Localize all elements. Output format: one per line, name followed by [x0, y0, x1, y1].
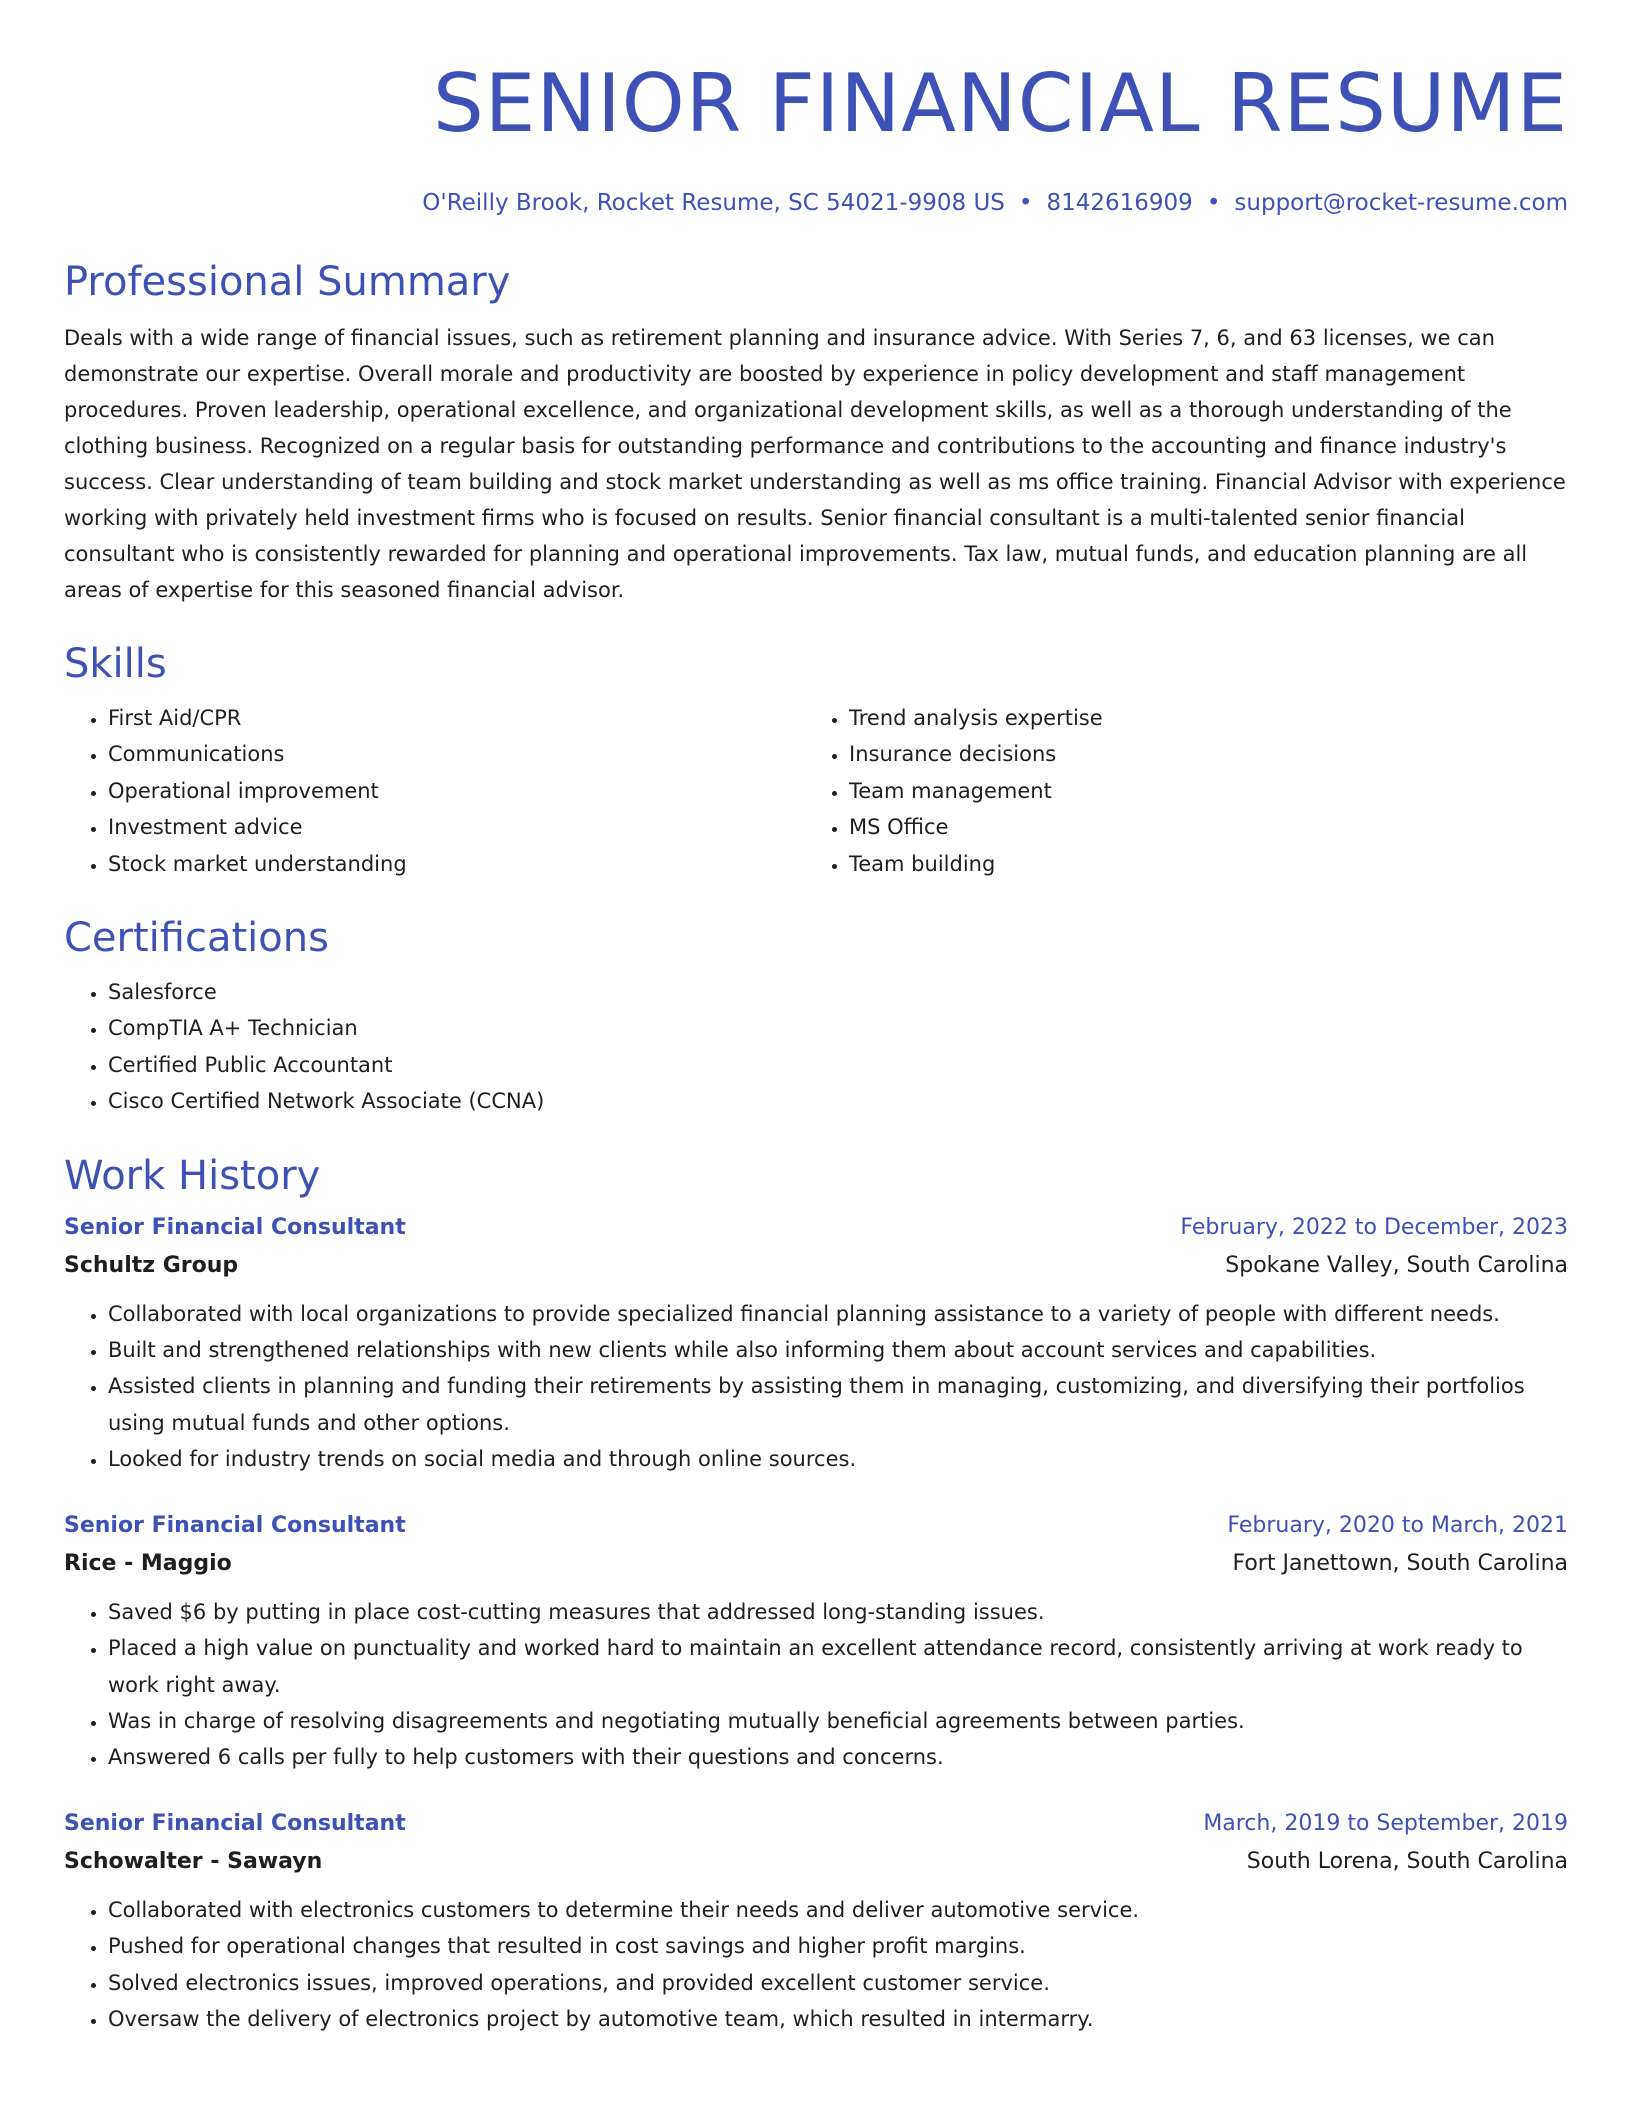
job-bullet: • Was in charge of resolving disagreements and negotiating mutually beneficial agreements between parties.	[108, 1703, 1568, 1739]
job-company-row	[64, 1544, 1568, 1584]
summary-text: Deals with a wide range of financial issues, such as retirement planning and insurance advice. With Series 7, 6, and 63 licenses, we can demonstrate our expertise. Overall morale and productivity are boosted by experience in policy development and staff management procedures. Proven leadership, operational excellence, and organizational development skills, as well as a thorough understanding of the clothing business. Recognized on a regular basis for outstanding performance and contributions to the accounting and finance industry's success. Clear understanding of team building and stock market understanding as well as ms office training. Financial Advisor with experience working with privately held investment firms who is focused on results. Senior financial consultant is a multi-talented senior financial consultant who is consistently rewarded for planning and operational improvements. Tax law, mutual funds, and education planning are all areas of expertise for this seasoned financial advisor.	[64, 326, 1566, 602]
contact-separator: •	[1018, 190, 1033, 216]
work-history-heading: Work History	[64, 1152, 321, 1199]
skills-column-left	[64, 700, 805, 882]
job-header-row	[64, 1806, 1568, 1842]
certification-item: • CompTIA A+ Technician	[108, 1010, 1568, 1046]
skill-item: • Team building	[849, 846, 1568, 882]
job-location: Fort Janettown, South Carolina	[1232, 1550, 1568, 1576]
skill-item: • Investment advice	[108, 809, 805, 845]
job-title: Senior Financial Consultant	[64, 1214, 406, 1240]
job-bullet: • Collaborated with local organizations to provide specialized financial planning assistance to a variety of people with different needs.	[108, 1296, 1568, 1332]
job-bullets	[64, 1594, 1568, 1776]
job-header-row	[64, 1210, 1568, 1246]
skills-heading: Skills	[64, 641, 167, 687]
certifications-section	[64, 912, 1568, 1120]
certification-item: • Cisco Certified Network Associate (CCNA)	[108, 1083, 1568, 1119]
certifications-heading: Certifications	[64, 915, 329, 962]
job-bullet: • Assisted clients in planning and funding their retirements by assisting them in managing, customizing, and diversifying their portfolios using mutual funds and other options.	[108, 1368, 1568, 1441]
skill-item: • Stock market understanding	[108, 846, 805, 882]
skill-item: • First Aid/CPR	[108, 700, 805, 736]
skill-item: • Trend analysis expertise	[849, 700, 1568, 736]
job-bullet: • Looked for industry trends on social media and through online sources.	[108, 1441, 1568, 1477]
job-dates: February, 2022 to December, 2023	[1180, 1214, 1568, 1240]
skill-item: • Insurance decisions	[849, 736, 1568, 772]
contact-email[interactable]: support@rocket-resume.com	[1234, 190, 1568, 216]
skill-item: • Communications	[108, 736, 805, 772]
job-location: South Lorena, South Carolina	[1246, 1848, 1568, 1874]
skills-grid	[64, 700, 1568, 882]
contact-separator: •	[1206, 190, 1221, 216]
summary-heading: Professional Summary	[64, 259, 511, 305]
job-dates: February, 2020 to March, 2021	[1227, 1512, 1568, 1538]
skills-list-left	[64, 700, 805, 882]
job-entry	[64, 1210, 1568, 1478]
contact-address: O'Reilly Brook, Rocket Resume, SC 54021-9908 US	[422, 190, 1005, 216]
certification-item: • Certified Public Accountant	[108, 1047, 1568, 1083]
job-bullet: • Answered 6 calls per fully to help customers with their questions and concerns.	[108, 1739, 1568, 1775]
skills-list-right	[805, 700, 1568, 882]
job-bullet: • Collaborated with electronics customers to determine their needs and deliver automotive service.	[108, 1892, 1568, 1928]
work-history-section	[64, 1150, 1568, 2038]
job-bullets	[64, 1892, 1568, 2038]
skills-section	[64, 638, 1568, 882]
job-header-row	[64, 1508, 1568, 1544]
skill-item: • Operational improvement	[108, 773, 805, 809]
job-bullet: • Built and strengthened relationships with new clients while also informing them about account services and capabilities.	[108, 1332, 1568, 1368]
job-bullet: • Pushed for operational changes that resulted in cost savings and higher profit margins.	[108, 1928, 1568, 1964]
job-bullets	[64, 1296, 1568, 1478]
job-bullet: • Placed a high value on punctuality and worked hard to maintain an excellent attendance record, consistently arriving at work ready to work right away.	[108, 1630, 1568, 1703]
job-bullet: • Solved electronics issues, improved operations, and provided excellent customer service.	[108, 1965, 1568, 2001]
contact-line	[64, 188, 1568, 218]
job-entry	[64, 1508, 1568, 1776]
job-bullet: • Saved $6 by putting in place cost-cutting measures that addressed long-standing issues.	[108, 1594, 1568, 1630]
contact-phone: 8142616909	[1046, 190, 1193, 216]
skill-item: • Team management	[849, 773, 1568, 809]
skills-column-right	[805, 700, 1568, 882]
job-company-row	[64, 1842, 1568, 1882]
job-company-row	[64, 1246, 1568, 1286]
resume-title: SENIOR FINANCIAL RESUME	[433, 57, 1568, 150]
job-title: Senior Financial Consultant	[64, 1810, 406, 1836]
job-dates: March, 2019 to September, 2019	[1203, 1810, 1568, 1836]
job-company: Schowalter - Sawayn	[64, 1848, 323, 1874]
job-company: Rice - Maggio	[64, 1550, 232, 1576]
job-company: Schultz Group	[64, 1252, 239, 1278]
skill-item: • MS Office	[849, 809, 1568, 845]
certification-item: • Salesforce	[108, 974, 1568, 1010]
job-bullet: • Oversaw the delivery of electronics project by automotive team, which resulted in intermarry.	[108, 2001, 1568, 2037]
job-location: Spokane Valley, South Carolina	[1225, 1252, 1568, 1278]
job-title: Senior Financial Consultant	[64, 1512, 406, 1538]
job-entry	[64, 1806, 1568, 2038]
certifications-list	[64, 974, 1568, 1120]
